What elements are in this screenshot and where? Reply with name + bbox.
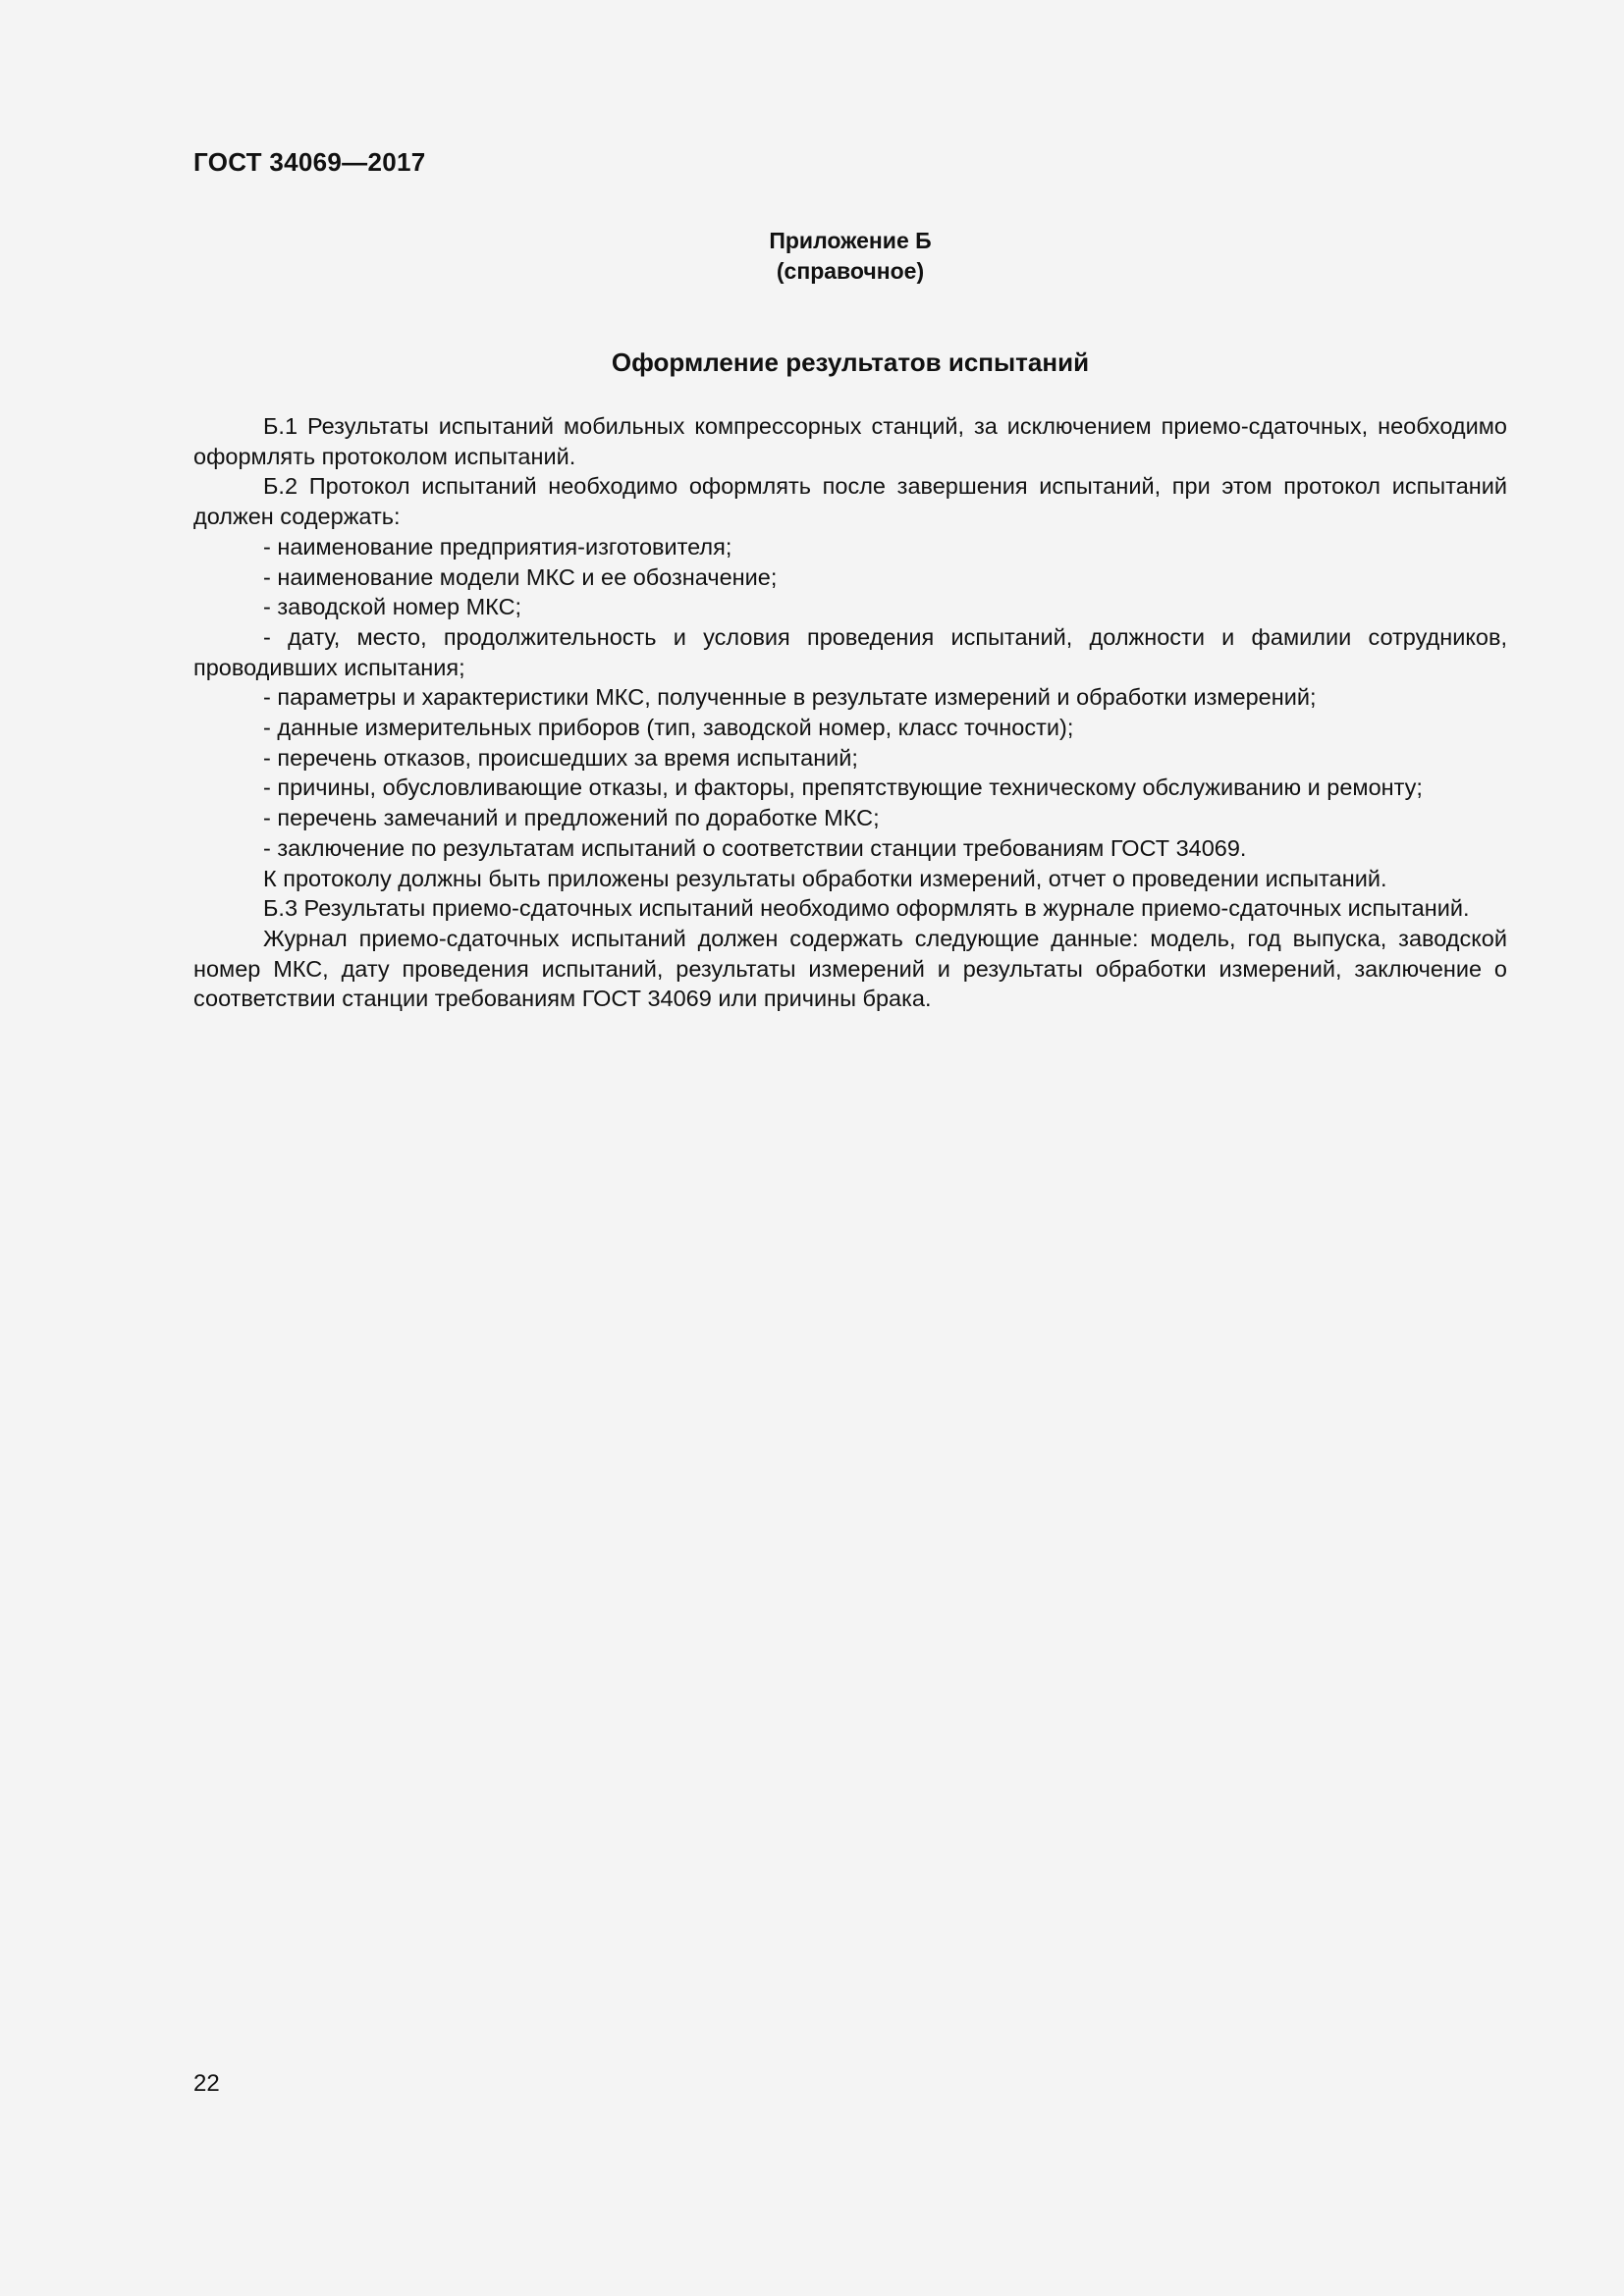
paragraph-attachments: К протоколу должны быть приложены результаты обработки измерений, отчет о проведении испытаний. xyxy=(263,865,1387,891)
document-code: ГОСТ 34069—2017 xyxy=(193,147,426,177)
paragraph-b3: Б.3 Результаты приемо-сдаточных испытаний необходимо оформлять в журнале приемо-сдаточных испытаний. xyxy=(263,895,1470,922)
list-item: - дату, место, продолжительность и условия проведения испытаний, должности и фамилии сотрудников, проводивших испытания; xyxy=(193,623,1507,680)
list-item: - параметры и характеристики МКС, полученные в результате измерений и обработки измерений; xyxy=(263,684,1317,711)
paragraph-journal: Журнал приемо-сдаточных испытаний должен содержать следующие данные: модель, год выпуска, заводской номер МКС, дату проведения испытаний, результаты измерений и результаты обработки измерений, заключение о соответствии станции требованиям ГОСТ 34069 или причины брака. xyxy=(193,925,1507,1012)
list-item: - перечень замечаний и предложений по доработке МКС; xyxy=(263,805,880,831)
list-item: - наименование предприятия-изготовителя; xyxy=(263,533,732,560)
list-item: - перечень отказов, происшедших за время испытаний; xyxy=(263,744,858,771)
paragraph-b2: Б.2 Протокол испытаний необходимо оформлять после завершения испытаний, при этом протокол испытаний должен содержать: xyxy=(193,473,1507,530)
list-item: - заводской номер МКС; xyxy=(263,594,522,620)
appendix-title: Приложение Б xyxy=(769,228,932,253)
page-number: 22 xyxy=(193,2070,220,2097)
body-text xyxy=(193,411,1507,1014)
list-item: - наименование модели МКС и ее обозначение; xyxy=(263,563,778,590)
list-item: - причины, обусловливающие отказы, и факторы, препятствующие техническому обслуживанию и ремонту; xyxy=(263,774,1423,801)
paragraph-b1: Б.1 Результаты испытаний мобильных компрессорных станций, за исключением приемо-сдаточных, необходимо оформлять протоколом испытаний. xyxy=(193,413,1507,469)
list-item: - заключение по результатам испытаний о соответствии станции требованиям ГОСТ 34069. xyxy=(263,834,1247,861)
appendix-kind: (справочное) xyxy=(776,258,925,284)
list-item: - данные измерительных приборов (тип, заводской номер, класс точности); xyxy=(263,715,1074,741)
section-title: Оформление результатов испытаний xyxy=(611,347,1090,377)
